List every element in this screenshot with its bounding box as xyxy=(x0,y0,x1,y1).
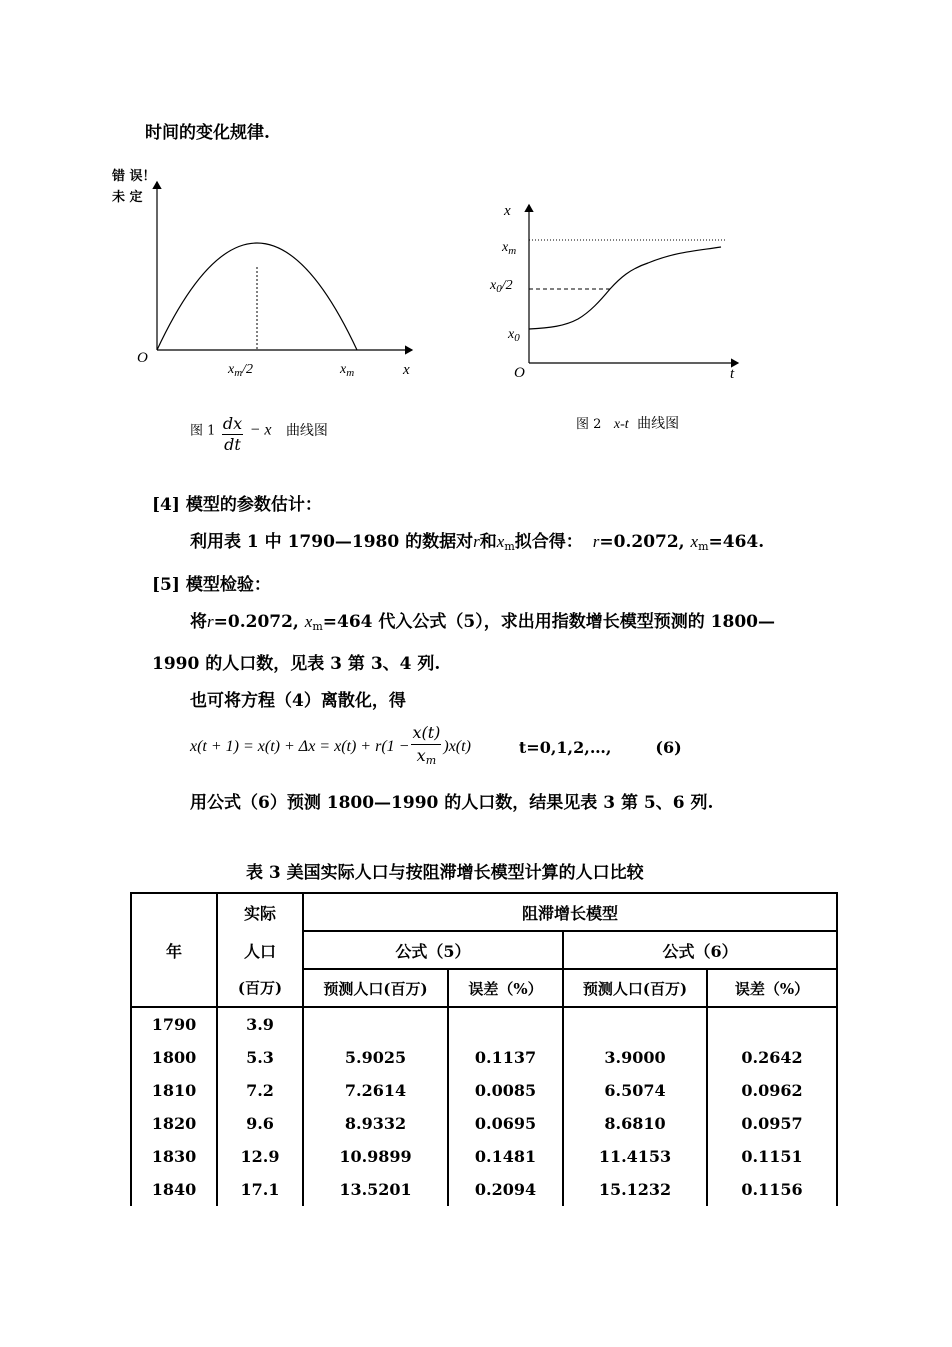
table-cell-e6: 0.1156 xyxy=(707,1173,837,1206)
error-note-line-2: 未 定 xyxy=(112,190,143,205)
eq-fraction xyxy=(411,722,441,772)
table-cell-actual: 3.9 xyxy=(217,1007,303,1041)
s5-line1-b: =0.2072, xyxy=(213,612,305,632)
s4-xm: x xyxy=(496,532,505,551)
s5-xm: x xyxy=(304,612,313,631)
fig2-logistic-curve xyxy=(529,247,721,329)
fig1-caption-tail: − x xyxy=(249,421,272,439)
th-pred5: 预测人口(百万) xyxy=(303,969,448,1007)
eq-frac-den-sub: m xyxy=(425,754,437,767)
th-actual-2: 人口 xyxy=(217,931,303,969)
table-cell-p6: 15.1232 xyxy=(563,1173,707,1206)
table-cell-p6: 11.4153 xyxy=(563,1140,707,1173)
table-cell-actual: 12.9 xyxy=(217,1140,303,1173)
s5-r: r xyxy=(207,612,214,631)
fig2-caption-suffix: 曲线图 xyxy=(637,416,680,432)
table-row xyxy=(131,1007,837,1041)
table-row xyxy=(131,1074,837,1107)
table-cell-year: 1800 xyxy=(131,1041,217,1074)
table-cell-p5: 7.2614 xyxy=(303,1074,448,1107)
table-cell-p5: 8.9332 xyxy=(303,1107,448,1140)
table-row xyxy=(131,1107,837,1140)
eq-frac-den: x xyxy=(416,746,426,765)
section5-line1 xyxy=(190,607,775,633)
section5-heading: [5] 模型检验： xyxy=(152,575,271,595)
table-cell-year: 1830 xyxy=(131,1140,217,1173)
table3-title: 表 3 美国实际人口与按阻滞增长模型计算的人口比较 xyxy=(246,863,644,883)
table-cell-e6: 0.0957 xyxy=(707,1107,837,1140)
th-err5: 误差（%） xyxy=(448,969,563,1007)
th-model: 阻滞增长模型 xyxy=(303,893,837,931)
fig1-caption-num: dx xyxy=(222,414,243,433)
table-cell-e5: 0.2094 xyxy=(448,1173,563,1206)
fig2-caption xyxy=(576,413,679,433)
s4-body-a: 利用表 1 中 1790—1980 的数据对 xyxy=(190,532,474,552)
fig1-caption-den: dt xyxy=(224,435,241,454)
fig1-caption-suffix: 曲线图 xyxy=(285,422,328,439)
table-cell-year: 1790 xyxy=(131,1007,217,1041)
fig1-origin: O xyxy=(137,350,148,366)
s4-body-c: 拟合得： xyxy=(514,532,583,552)
table-cell-e6: 0.1151 xyxy=(707,1140,837,1173)
error-note-line-1: 错 误！ xyxy=(112,169,156,184)
th-f5: 公式（5） xyxy=(303,931,563,969)
eq-right: )x(t) xyxy=(443,738,471,755)
table-cell-p5: 13.5201 xyxy=(303,1173,448,1206)
table-cell-year: 1820 xyxy=(131,1107,217,1140)
table-cell-p6: 6.5074 xyxy=(563,1074,707,1107)
section5-line4: 用公式（6）预测 1800—1990 的人口数，结果见表 3 第 5、6 列. xyxy=(190,793,714,813)
fig1-xtick-half: $x_m/2$ xyxy=(228,362,254,379)
table-cell-actual: 5.3 xyxy=(217,1041,303,1074)
fig2-ytick-0: $x_0$ xyxy=(508,327,520,344)
s4-xm-sub: m xyxy=(504,540,515,553)
th-pred6: 预测人口(百万) xyxy=(563,969,707,1007)
fig1-xtick-m: $x_m$ xyxy=(340,362,355,379)
th-actual-1: 实际 xyxy=(217,893,303,931)
table-row xyxy=(131,1140,837,1173)
table-cell-e5: 0.0695 xyxy=(448,1107,563,1140)
equation-6 xyxy=(190,722,682,772)
eq-left: x(t + 1) = x(t) + Δx = x(t) + r(1 − xyxy=(190,738,410,755)
th-err6: 误差（%） xyxy=(707,969,837,1007)
th-f6: 公式（6） xyxy=(563,931,837,969)
s4-r: r xyxy=(473,532,480,551)
th-year: 年 xyxy=(131,893,217,1007)
table-row xyxy=(131,1173,837,1206)
table-cell-actual: 17.1 xyxy=(217,1173,303,1206)
table-cell-p6 xyxy=(563,1007,707,1041)
table-cell-p5: 5.9025 xyxy=(303,1041,448,1074)
table-cell-p5 xyxy=(303,1007,448,1041)
section5-line2: 1990 的人口数，见表 3 第 3、4 列. xyxy=(152,654,441,674)
fig1-caption xyxy=(190,414,328,455)
table-cell-p5: 10.9899 xyxy=(303,1140,448,1173)
s4-eq-xm: =464. xyxy=(708,532,765,552)
table-cell-e5: 0.1137 xyxy=(448,1041,563,1074)
table-cell-e6 xyxy=(707,1007,837,1041)
s4-xm2: x xyxy=(690,532,699,551)
table-cell-e6: 0.0962 xyxy=(707,1074,837,1107)
fig2-xaxis-label: t xyxy=(730,366,735,382)
fig2-caption-var: x-t xyxy=(613,417,629,432)
table-cell-actual: 9.6 xyxy=(217,1107,303,1140)
figure-1-plot xyxy=(100,160,440,390)
fig1-caption-prefix: 图 1 xyxy=(190,423,216,439)
fig2-ytick-m: $x_m$ xyxy=(502,240,517,257)
table-cell-e6: 0.2642 xyxy=(707,1041,837,1074)
table-cell-e5: 0.0085 xyxy=(448,1074,563,1107)
s5-xm-sub: m xyxy=(312,620,323,633)
table-cell-p6: 3.9000 xyxy=(563,1041,707,1074)
table-row xyxy=(131,1041,837,1074)
fig2-yaxis-label: x xyxy=(504,203,511,219)
th-actual-3: (百万) xyxy=(217,969,303,1007)
fig1-caption-fraction xyxy=(222,414,243,455)
table-cell-year: 1840 xyxy=(131,1173,217,1206)
eq-frac-num: x(t) xyxy=(411,722,441,745)
fig2-origin: O xyxy=(514,365,525,381)
table-cell-year: 1810 xyxy=(131,1074,217,1107)
s4-body-b: 和 xyxy=(479,532,497,552)
table-cell-e5: 0.1481 xyxy=(448,1140,563,1173)
table-cell-p6: 8.6810 xyxy=(563,1107,707,1140)
section5-line3: 也可将方程（4）离散化，得 xyxy=(190,691,406,711)
table-cell-actual: 7.2 xyxy=(217,1074,303,1107)
s4-xm2-sub: m xyxy=(698,540,709,553)
intro-line: 时间的变化规律. xyxy=(145,123,270,143)
section4-heading: [4] 模型的参数估计： xyxy=(152,495,322,515)
fig2-ytick-half: $x_0/2$ xyxy=(490,278,513,295)
s5-line1-a: 将 xyxy=(190,612,207,632)
table-cell-e5 xyxy=(448,1007,563,1041)
eq-num: (6) xyxy=(655,737,682,757)
table-3 xyxy=(130,892,838,1206)
s5-line1-c: =464 代入公式（5），求出用指数增长模型预测的 1800— xyxy=(322,612,775,632)
s4-eq-r: =0.2072, xyxy=(599,532,691,552)
s4-r2: r xyxy=(592,532,600,551)
fig2-caption-prefix: 图 2 xyxy=(576,417,602,432)
fig1-xaxis-label: x xyxy=(403,362,410,378)
eq-cond: t=0,1,2,…, xyxy=(518,737,612,757)
section4-body xyxy=(190,527,764,553)
